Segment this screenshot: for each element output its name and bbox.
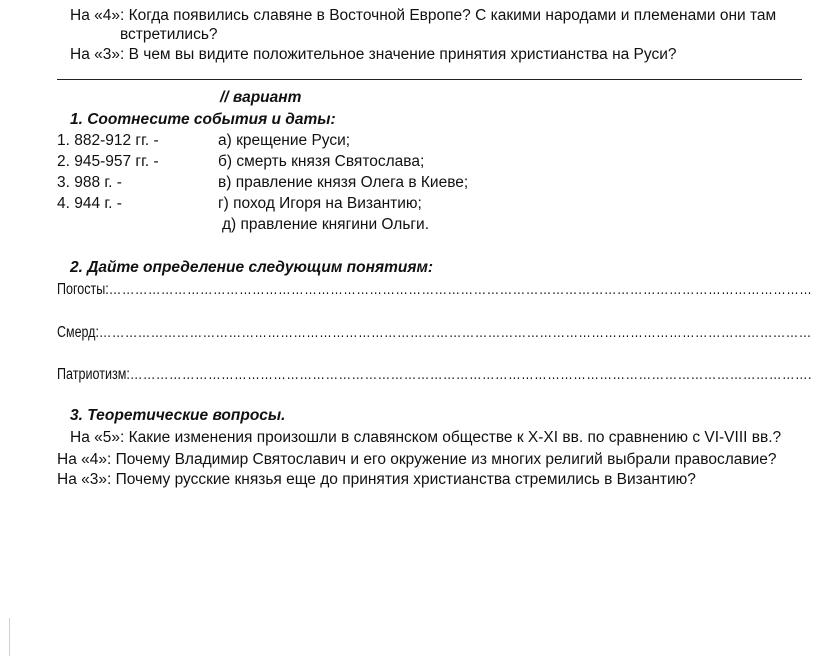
term-label: Патриотизм: bbox=[57, 366, 130, 383]
term-row-pogosty bbox=[57, 280, 812, 300]
task3-question-grade-5: На «5»: Какие изменения произошли в славянском обществе к X-XI вв. по сравнению с VI-VIII вв.? bbox=[70, 429, 782, 446]
task1-event-b: б) смерть князя Святослава; bbox=[218, 153, 425, 170]
answer-dotted-line: …………………………………………………………………………………………………………………………………………. bbox=[129, 366, 813, 383]
question-grade-4-line1: На «4»: Когда появились славяне в Восточной Европе? С какими народами и племенами они там bbox=[70, 7, 777, 24]
task1-date-4: 4. 944 г. - bbox=[57, 195, 122, 212]
task2-title: 2. Дайте определение следующим понятиям: bbox=[70, 259, 434, 276]
task1-event-g: г) поход Игоря на Византию; bbox=[218, 195, 422, 212]
term-row-smerd bbox=[57, 323, 812, 343]
task1-event-v: в) правление князя Олега в Киеве; bbox=[218, 174, 469, 191]
term-label: Смерд: bbox=[57, 324, 99, 341]
variant-heading: // вариант bbox=[220, 89, 302, 106]
task1-date-3: 3. 988 г. - bbox=[57, 174, 122, 191]
task3-title: 3. Теоретические вопросы. bbox=[70, 407, 286, 424]
task1-event-d: д) правление княгини Ольги. bbox=[222, 216, 430, 233]
task1-event-a: а) крещение Руси; bbox=[218, 132, 351, 149]
question-grade-4-line2: встретились? bbox=[120, 26, 218, 43]
task1-title: 1. Соотнесите события и даты: bbox=[70, 111, 336, 128]
task3-question-grade-3: На «3»: Почему русские князья еще до принятия христианства стремились в Византию? bbox=[57, 471, 696, 488]
task1-date-2: 2. 945-957 гг. - bbox=[57, 153, 159, 170]
divider-line bbox=[57, 79, 802, 80]
question-grade-3: На «3»: В чем вы видите положительное значение принятия христианства на Руси? bbox=[70, 46, 677, 63]
task3-question-grade-4: На «4»: Почему Владимир Святославич и его окружение из многих религий выбрали православие? bbox=[57, 451, 777, 468]
term-label: Погосты: bbox=[57, 281, 109, 298]
answer-dotted-line: ……………………………………………………………………………………………………………………………………………… bbox=[108, 281, 813, 298]
term-row-patriotizm bbox=[57, 365, 812, 385]
task1-date-1: 1. 882-912 гг. - bbox=[57, 132, 159, 149]
page-edge-line bbox=[9, 618, 10, 656]
answer-dotted-line: ………………………………………………………………………………………………………………………………………………… bbox=[98, 324, 812, 341]
